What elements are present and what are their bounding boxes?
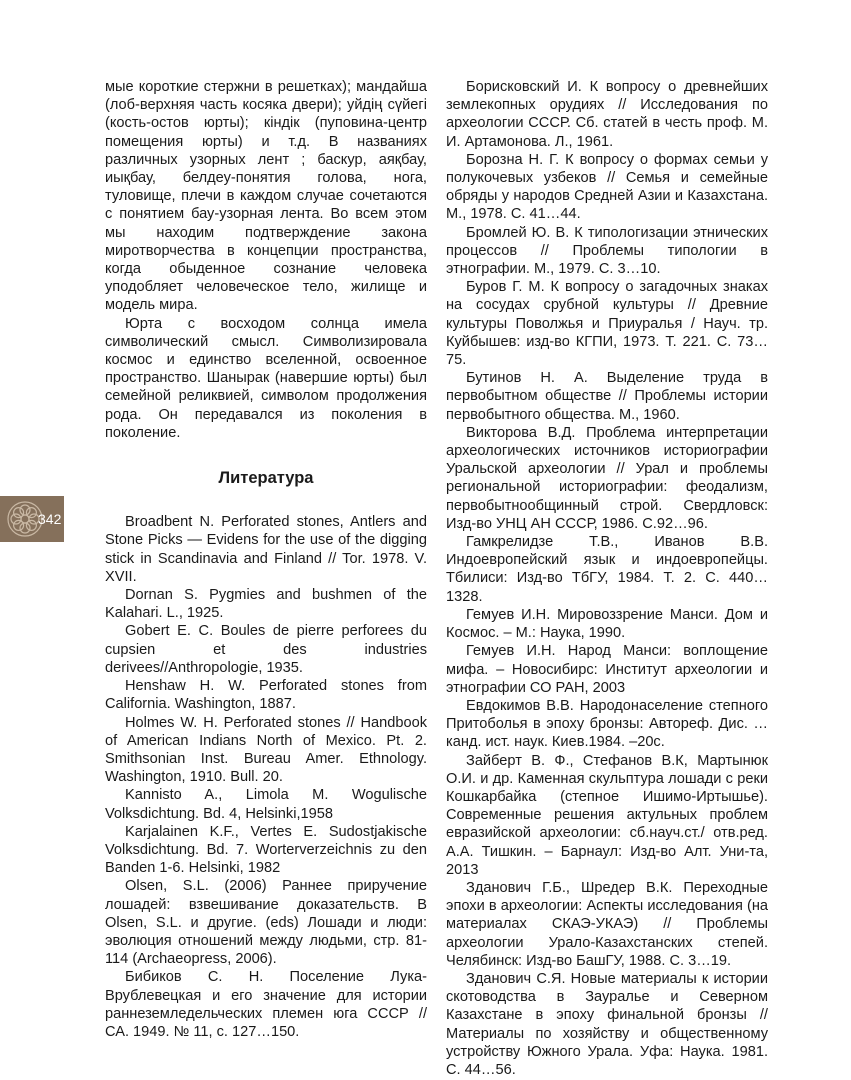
reference-item: Holmes W. H. Perforated stones // Handbook of American Indians North of Mexico. Pt. 2. Smithsonian Inst. Bureau Amer. Ethnology. Washington, 1910. Bull. 20.: [105, 714, 427, 786]
reference-item: Бибиков С. Н. Поселение Лука-Врублевецкая и его значение для истории раннеземледельческих племен юга СССР // СА. 1949. № 11, с. 127…150.: [105, 969, 427, 1040]
reference-item: Евдокимов В.В. Народонаселение степного Притоболья в эпоху бронзы: Автореф. Дис. … канд. ист. наук. Киев.1984. –20с.: [446, 697, 768, 751]
reference-item: Karjalainen K.F., Vertes E. Sudostjakische Volksdichtung. Bd. 7. Worterverzeichnis zu den Banden 1-6. Helsinki, 1982: [105, 823, 427, 877]
right-column: [446, 78, 768, 1079]
reference-item: Broadbent N. Perforated stones, Antlers and Stone Picks — Evidens for the use of the digging stick in Scandinavia and Finland // Tor. 1978. V. XVII.: [105, 514, 427, 585]
body-paragraph: Юрта с восходом солнца имела символический смысл. Символизировала космос и единство вселенной, освоенное пространство. Шанырак (навершие юрты) был семейной реликвией, символом продолжения рода. Он передавался из поколения в поколение.: [105, 315, 427, 441]
reference-item: Викторова В.Д. Проблема интерпретации археологических источников историографии Уральской археологии // Урал и проблемы региональной историографии: феодализм, первобытнообщинный строй. Свердловск: Изд-во УНЦ АН СССР, 1986. С.92…96.: [446, 424, 768, 532]
reference-item: Зайберт В. Ф., Стефанов В.К, Мартынюк О.И. и др. Каменная скульптура лошади с реки Кошкарбайка (степное Ишимо-Иртышье). Современные решения актульных проблем евразийской археологии: сб.науч.ст./ отв.ред. А.А. Тишкин. – Барнаул: Изд-во Алт. Уни-та, 2013: [446, 752, 768, 878]
reference-item: Dornan S. Pygmies and bushmen of the Kalahari. L., 1925.: [105, 587, 427, 622]
reference-item: Зданович С.Я. Новые материалы к истории скотоводства в Зауралье и Северном Казахстане в эпоху финальной бронзы // Материалы по хозяйству и общественному устройству Южного Урала. Уфа: Наука. 1981. С. 44…56.: [446, 970, 768, 1078]
references-heading: Литература: [218, 469, 314, 488]
reference-item: Kannisto A., Limola M. Wogulische Volksdichtung. Bd. 4, Helsinki,1958: [105, 787, 427, 822]
body-paragraph: мые короткие стержни в решетках); мандайша (лоб-верхняя часть косяка двери); уйдің сүйегі (кость-остов юрты); кіндік (пуповина-центр помещения юрты) и т.д. В названиях различных узорных лент ; баскур, аяқбау, иықбау, белдеу-понятия голова, нога, туловище, плечи в каждом случае сочетаются с понятием бау-узорная лента. Во всем этом мы находим подтверждение закона миротворчества в концепции пространства, когда обыденное сознание человека уподобляет человеческое тело, жилище и модель мира.: [105, 79, 427, 314]
reference-item: Зданович Г.Б., Шредер В.К. Переходные эпохи в археологии: Аспекты исследования (на материалах СКАЭ-УКАЭ) // Проблемы археологии Урало-Казахстанских степей. Челябинск: Изд-во БашГУ, 1988. С. 3…19.: [446, 879, 768, 969]
reference-item: Henshaw H. W. Perforated stones from California. Washington, 1887.: [105, 678, 427, 713]
reference-item: Гемуев И.Н. Мировоззрение Манси. Дом и Космос. – М.: Наука, 1990.: [446, 606, 768, 642]
reference-item: Бутинов Н. А. Выделение труда в первобытном обществе // Проблемы истории первобытного общества. М., 1960.: [446, 370, 768, 423]
reference-item: Olsen, S.L. (2006) Раннее приручение лошадей: взвешивание доказательств. В Olsen, S.L. и другие. (eds) Лошади и люди: эволюция отношений между людьми, стр. 81-114 (Archaeopress, 2006).: [105, 878, 427, 968]
left-column: [105, 78, 427, 1041]
page-number-tab: [0, 496, 64, 542]
reference-item: Бромлей Ю. В. К типологизации этнических процессов // Проблемы типологии в этнографии. М., 1979. С. 3…10.: [446, 224, 768, 278]
reference-item: Борозна Н. Г. К вопросу о формах семьи у полукочевых узбеков // Семья и семейные обряды у народов Средней Азии и Казахстана. М., 1978. С. 41…44.: [446, 151, 768, 223]
reference-item: Борисковский И. К вопросу о древнейших землекопных орудиях // Исследования по археологии СССР. Сб. статей в честь проф. М. И. Артамонова. Л., 1961.: [446, 79, 768, 150]
reference-item: Гемуев И.Н. Народ Манси: воплощение мифа. – Новосибирс: Институт археологии и этнографии СО РАН, 2003: [446, 643, 768, 696]
reference-item: Буров Г. М. К вопросу о загадочных знаках на сосудах срубной культуры // Древние культуры Поволжья и Приуралья / Науч. тр. Куйбышев: изд-во КГПИ, 1973. Т. 221. С. 73…75.: [446, 279, 768, 369]
reference-item: Gobert E. C. Boules de pierre perforees du cupsien et des industries derivees//Anthropologie, 1935.: [105, 623, 427, 676]
reference-item: Гамкрелидзе Т.В., Иванов В.В. Индоевропейский язык и индоевропейцы. Тбилиси: Изд-во ТбГУ, 1984. Т. 2. С. 440…1328.: [446, 534, 768, 605]
page-number: 342: [38, 511, 62, 527]
